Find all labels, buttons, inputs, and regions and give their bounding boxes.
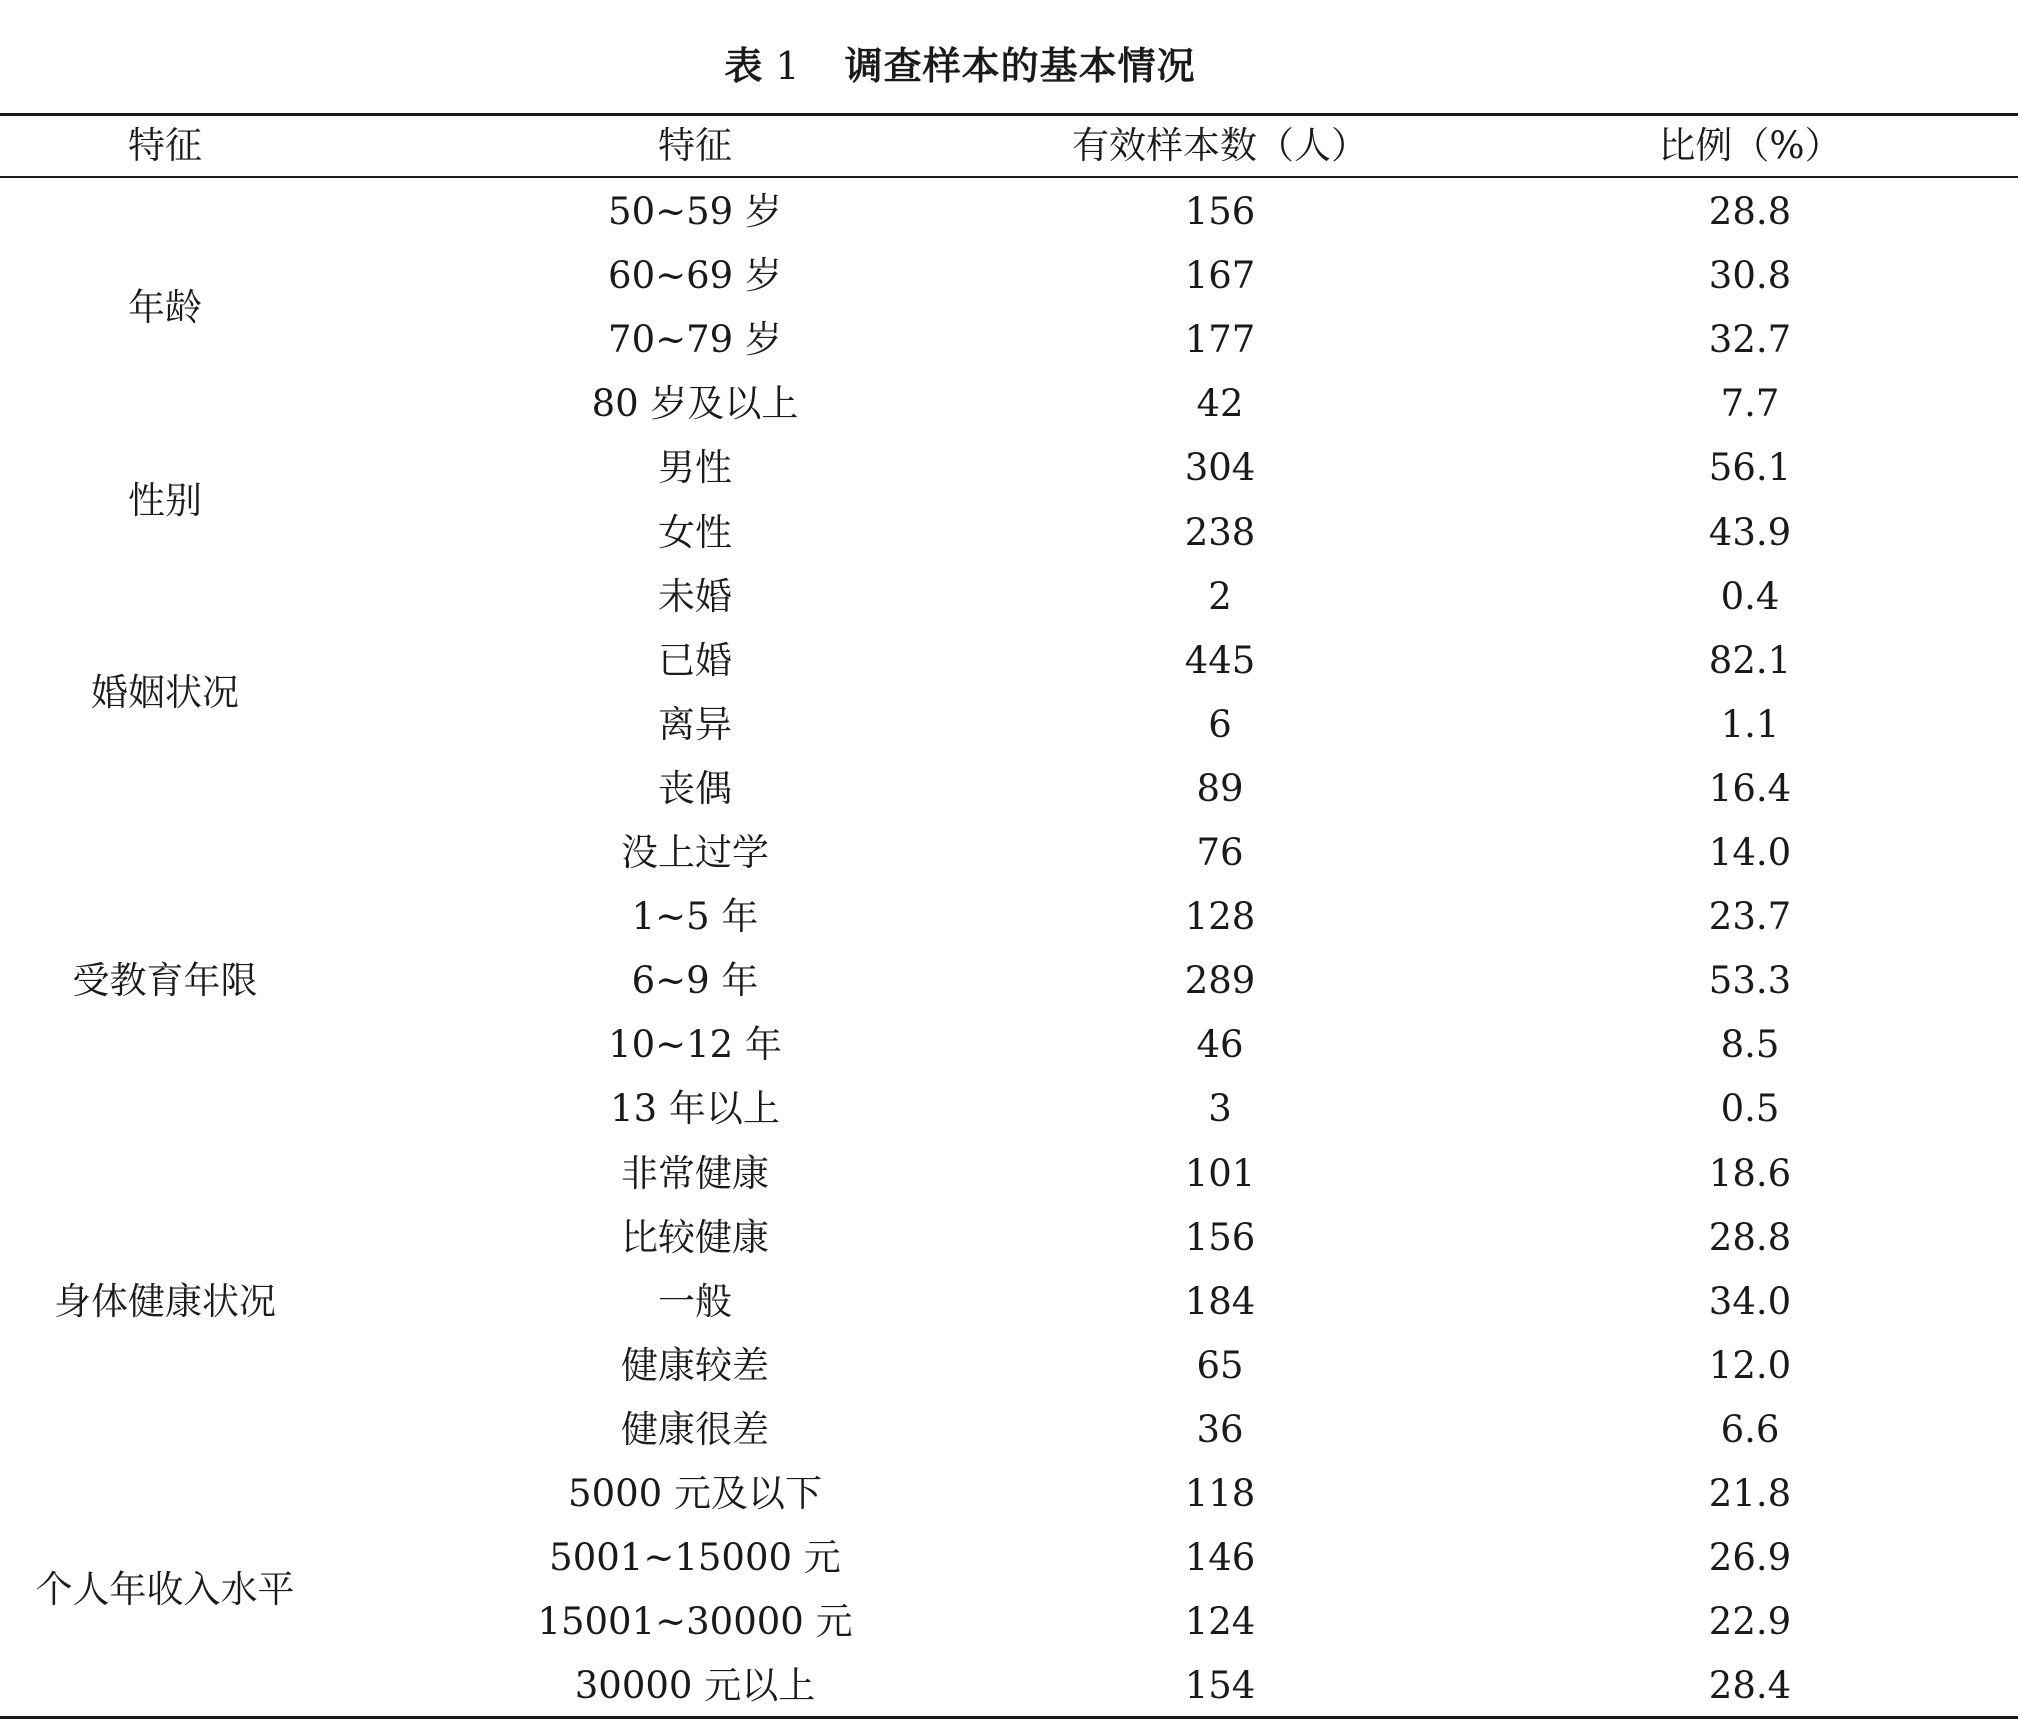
header-feature-category: 特征 (128, 124, 202, 167)
row-count: 167 (1184, 254, 1256, 298)
row-count: 177 (1184, 318, 1256, 362)
table-caption: 调查样本的基本情况 (844, 44, 1196, 88)
row-item: 5001~15000 元 (549, 1536, 841, 1580)
row-percentage: 23.7 (1708, 895, 1792, 939)
header-percentage: 比例（%） (1658, 124, 1842, 167)
row-item: 比较健康 (621, 1215, 769, 1259)
row-percentage: 0.5 (1720, 1087, 1780, 1131)
group-label: 婚姻状况 (91, 670, 239, 714)
row-percentage: 56.1 (1708, 446, 1792, 490)
row-percentage: 28.4 (1708, 1664, 1792, 1708)
row-percentage: 53.3 (1708, 959, 1792, 1003)
group-label: 性别 (128, 478, 202, 522)
row-item: 健康很差 (621, 1407, 769, 1451)
row-count: 445 (1184, 638, 1256, 682)
row-count: 65 (1196, 1343, 1244, 1387)
row-item: 已婚 (658, 638, 732, 682)
row-item: 没上过学 (621, 831, 769, 874)
row-count: 124 (1184, 1600, 1256, 1644)
row-percentage: 18.6 (1708, 1151, 1792, 1195)
table-number: 1 (775, 44, 801, 88)
row-count: 89 (1196, 766, 1244, 810)
row-count: 3 (1208, 1087, 1232, 1131)
row-item: 30000 元以上 (574, 1664, 816, 1708)
row-item: 男性 (658, 446, 732, 490)
row-count: 2 (1208, 574, 1232, 618)
row-percentage: 8.5 (1720, 1023, 1780, 1067)
row-item: 非常健康 (621, 1151, 769, 1195)
row-percentage: 16.4 (1708, 766, 1792, 810)
row-percentage: 82.1 (1708, 638, 1792, 682)
row-count: 42 (1196, 382, 1244, 426)
row-percentage: 32.7 (1708, 318, 1792, 362)
header-sample-count: 有效样本数（人） (1072, 124, 1368, 167)
row-percentage: 26.9 (1708, 1536, 1792, 1580)
row-count: 76 (1196, 831, 1244, 874)
row-item: 50~59 岁 (608, 190, 782, 233)
row-count: 238 (1184, 510, 1256, 554)
row-item: 女性 (658, 510, 732, 554)
row-item: 60~69 岁 (608, 254, 782, 298)
header-feature-item: 特征 (658, 124, 732, 167)
table-label: 表 (724, 44, 764, 88)
row-percentage: 21.8 (1708, 1472, 1792, 1515)
row-percentage: 34.0 (1708, 1279, 1792, 1323)
row-percentage: 22.9 (1708, 1600, 1792, 1644)
row-count: 46 (1196, 1023, 1244, 1067)
row-count: 128 (1184, 895, 1256, 939)
bottom-rule (0, 1716, 2018, 1719)
group-label: 受教育年限 (72, 959, 258, 1003)
row-item: 离异 (658, 702, 732, 746)
header-rule (0, 176, 2018, 178)
row-percentage: 7.7 (1720, 382, 1780, 426)
row-count: 156 (1184, 190, 1256, 233)
row-percentage: 1.1 (1720, 702, 1780, 746)
row-item: 70~79 岁 (608, 318, 782, 362)
row-percentage: 30.8 (1708, 254, 1792, 298)
row-item: 80 岁及以上 (591, 382, 799, 426)
row-count: 289 (1184, 959, 1256, 1003)
row-percentage: 0.4 (1720, 574, 1780, 618)
row-percentage: 12.0 (1708, 1343, 1792, 1387)
row-count: 36 (1196, 1407, 1244, 1451)
row-item: 5000 元及以下 (568, 1472, 822, 1515)
row-count: 101 (1184, 1151, 1256, 1195)
row-item: 未婚 (658, 574, 732, 618)
row-count: 304 (1184, 446, 1256, 490)
row-item: 丧偶 (658, 766, 732, 810)
row-item: 一般 (658, 1279, 732, 1323)
group-label: 年龄 (128, 286, 202, 330)
row-item: 15001~30000 元 (537, 1600, 853, 1644)
row-count: 146 (1184, 1536, 1256, 1580)
row-count: 154 (1184, 1664, 1256, 1708)
group-label: 身体健康状况 (54, 1279, 276, 1323)
row-percentage: 6.6 (1720, 1407, 1780, 1451)
row-percentage: 28.8 (1708, 1215, 1792, 1259)
row-item: 健康较差 (621, 1343, 769, 1387)
row-count: 184 (1184, 1279, 1256, 1323)
row-item: 13 年以上 (610, 1087, 780, 1131)
row-item: 10~12 年 (608, 1023, 782, 1067)
row-percentage: 14.0 (1708, 831, 1792, 874)
row-count: 6 (1208, 702, 1232, 746)
row-item: 6~9 年 (631, 959, 759, 1003)
group-label: 个人年收入水平 (35, 1568, 295, 1612)
row-percentage: 28.8 (1708, 190, 1792, 233)
table-title (0, 36, 1920, 96)
row-count: 156 (1184, 1215, 1256, 1259)
row-item: 1~5 年 (631, 895, 759, 939)
row-count: 118 (1184, 1472, 1256, 1515)
row-percentage: 43.9 (1708, 510, 1792, 554)
